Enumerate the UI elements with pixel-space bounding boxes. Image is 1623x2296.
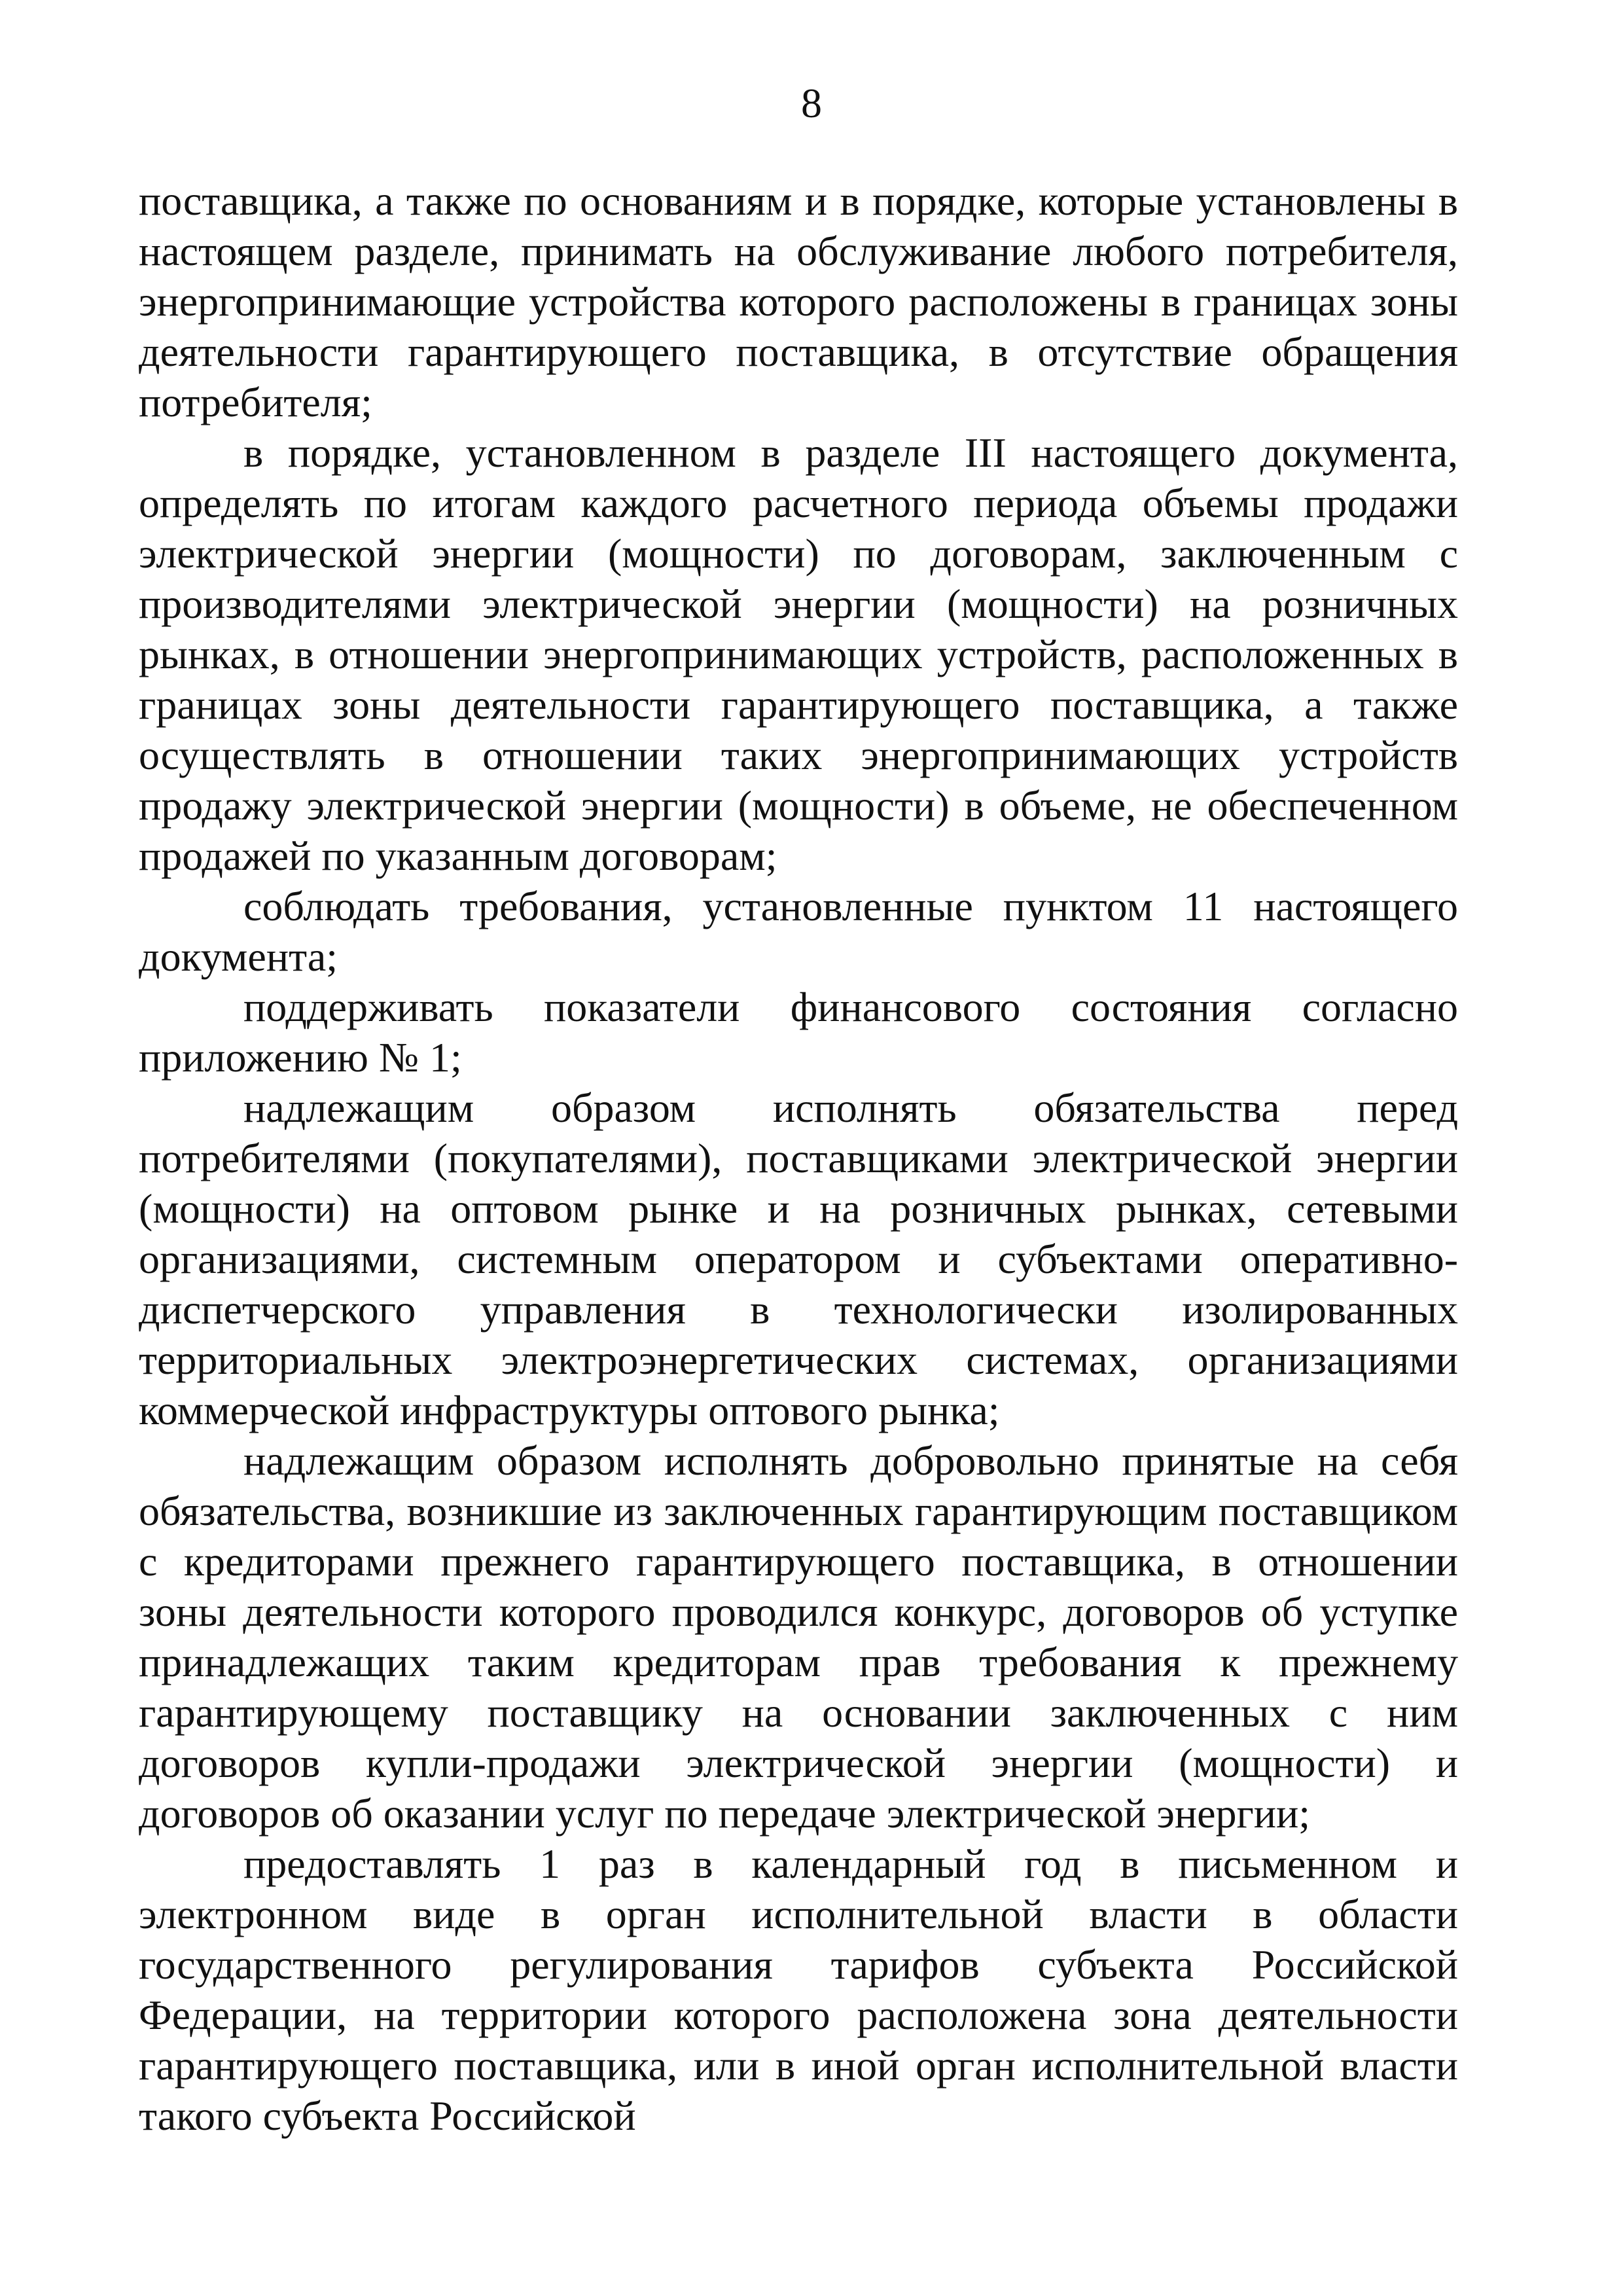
paragraph-continuation: поставщика, а также по основаниям и в порядке, которые установлены в настоящем разделе, принимать на обслуживание любого потребителя, энергопринимающие устройства которого расположены в границах зоны деятельности гарантирующего поставщика, в отсутствие обращения потребителя; bbox=[139, 177, 1458, 425]
document-body bbox=[139, 175, 1458, 2141]
paragraph-voluntary-obligations: надлежащим образом исполнять добровольно принятые на себя обязательства, возникшие из заключенных гарантирующим поставщиком с кредиторами прежнего гарантирующего поставщика, в отношении зоны деятельности которого проводился конкурс, договоров об уступке принадлежащих таким кредиторам прав требования к прежнему гарантирующему поставщику на основании заключенных с ним договоров купли-продажи электрической энергии (мощности) и договоров об оказании услуг по передаче электрической энергии; bbox=[139, 1437, 1458, 1837]
paragraph-annual-report: предоставлять 1 раз в календарный год в письменном и электронном виде в орган исполнительной власти в области государственного регулирования тарифов субъекта Российской Федерации, на территории которого расположена зона деятельности гарантирующего поставщика, или в иной орган исполнительной власти такого субъекта Российской bbox=[139, 1840, 1458, 2139]
paragraph-obligations: надлежащим образом исполнять обязательства перед потребителями (покупателями), поставщиками электрической энергии (мощности) на оптовом рынке и на розничных рынках, сетевыми организациями, системным оператором и субъектами оперативно-диспетчерского управления в технологически изолированных территориальных электроэнергетических системах, организациями коммерческой инфраструктуры оптового рынка; bbox=[139, 1085, 1458, 1433]
paragraph-sales-volumes: в порядке, установленном в разделе III настоящего документа, определять по итогам каждого расчетного периода объемы продажи электрической энергии (мощности) по договорам, заключенным с производителями электрической энергии (мощности) на розничных рынках, в отношении энергопринимающих устройств, расположенных в границах зоны деятельности гарантирующего поставщика, а также осуществлять в отношении таких энергопринимающих устройств продажу электрической энергии (мощности) в объеме, не обеспеченном продажей по указанным договорам; bbox=[139, 429, 1458, 879]
page-number: 8 bbox=[801, 80, 822, 126]
paragraph-requirements: соблюдать требования, установленные пунктом 11 настоящего документа; bbox=[139, 883, 1458, 980]
paragraph-financial-indicators: поддерживать показатели финансового состояния согласно приложению № 1; bbox=[139, 984, 1458, 1081]
